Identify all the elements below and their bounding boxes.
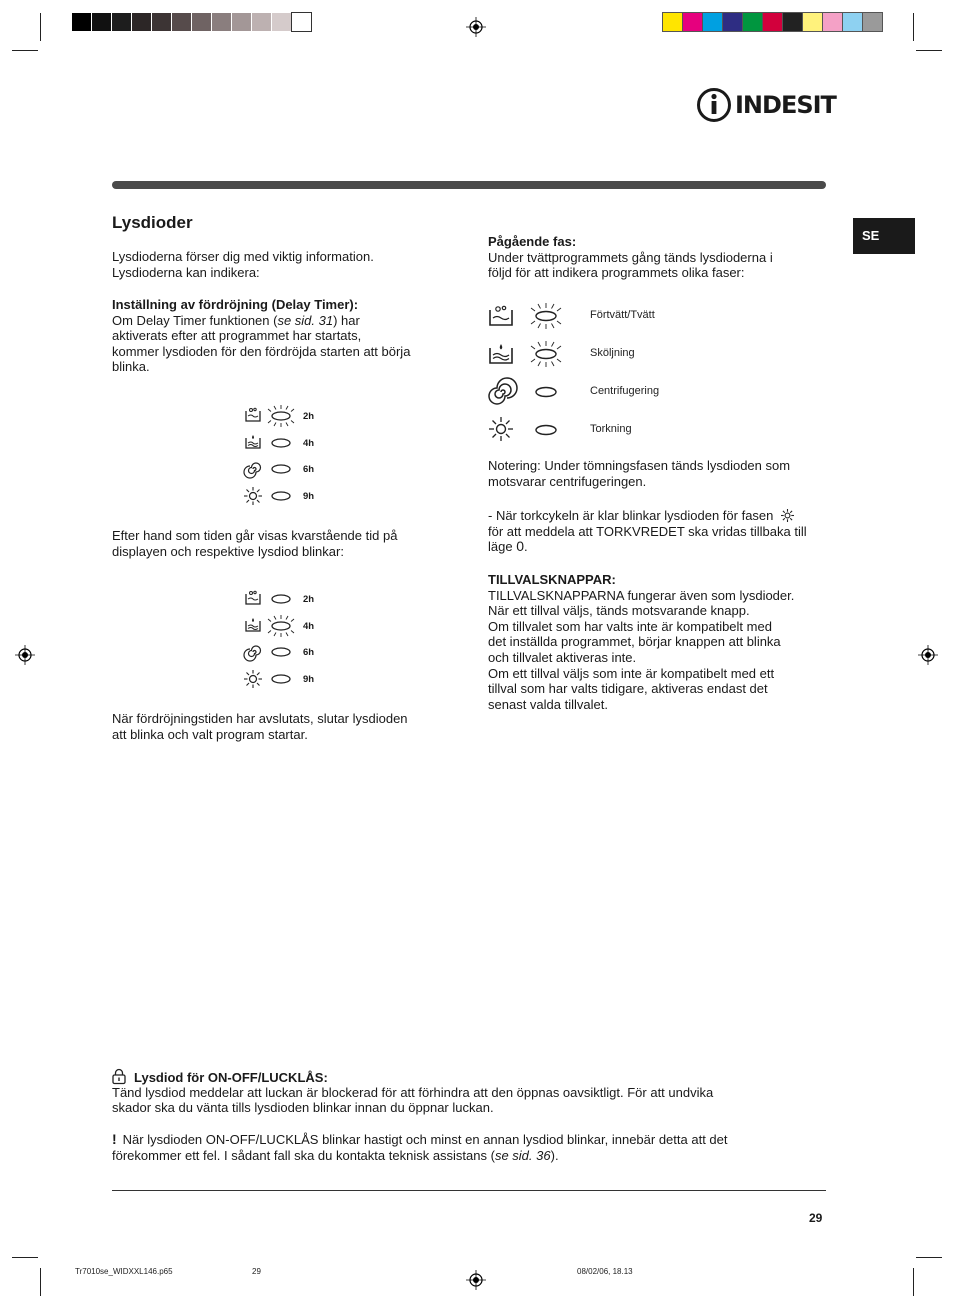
phase-label: Torkning (590, 423, 632, 435)
led-blinking-icon (265, 613, 297, 639)
dry-sun-icon (781, 509, 794, 522)
gray-swatch (132, 13, 151, 31)
led-blinking-icon (528, 339, 564, 369)
led-diagram-1 (242, 403, 342, 509)
options-line: senast valda tillvalet. (488, 696, 608, 712)
dry-line: för att meddela att TORKVREDET ska vridas tillbaka till (488, 523, 807, 539)
page-reference: se sid. 36 (494, 1147, 551, 1163)
spin-icon (244, 643, 262, 661)
door-lock-heading-row (112, 1069, 827, 1086)
options-line: Om tillvalet som har valts inte är kompatibelt med (488, 618, 772, 634)
wash-icon (488, 305, 514, 327)
footer-rule (112, 1190, 826, 1191)
intro-text (112, 249, 452, 280)
crop-mark (40, 1268, 41, 1296)
led-blinking-icon (528, 301, 564, 331)
options-section (488, 572, 828, 712)
time-label: 9h (303, 674, 315, 685)
color-swatch (843, 13, 862, 31)
color-swatch (703, 13, 722, 31)
led-off-icon (265, 666, 297, 692)
language-tab (853, 218, 915, 254)
phase-line: Under tvättprogrammets gång tänds lysdioderna i (488, 249, 773, 265)
phase-row (488, 338, 708, 368)
registration-mark-icon (466, 1270, 486, 1290)
time-label: 9h (303, 491, 315, 502)
after-line: displayen och respektive lysdiod blinkar: (112, 543, 344, 559)
intro-line: Lysdioderna förser dig med viktig information. (112, 249, 374, 264)
led-off-icon (265, 430, 297, 456)
phase-label: Centrifugering (590, 385, 660, 397)
gray-swatch (232, 13, 251, 31)
end-line: att blinka och valt program startar. (112, 726, 308, 742)
time-label: 4h (303, 438, 315, 449)
options-heading: TILLVALSKNAPPAR: (488, 572, 616, 587)
door-lock-line: skador ska du vänta tills lysdioden blinkar innan du öppnar luckan. (112, 1100, 494, 1116)
options-line: det inställda programmet, börjar knappen att blinka (488, 634, 781, 650)
led-off-icon (265, 456, 297, 482)
text: ) har (333, 312, 360, 328)
note-line: Notering: Under tömningsfasen tänds lysdioden som (488, 458, 791, 473)
section-heading: Lysdioder (112, 213, 193, 232)
note-text (488, 458, 828, 489)
time-label: 6h (303, 647, 315, 658)
crop-mark (12, 50, 38, 51)
color-swatch (743, 13, 762, 31)
color-swatch (763, 13, 782, 31)
registration-mark-icon (918, 645, 938, 665)
led-off-icon (528, 377, 564, 407)
rinse-icon (244, 434, 262, 450)
time-label: 4h (303, 621, 315, 632)
text: läge (488, 539, 513, 555)
led-diagram-2 (242, 586, 342, 692)
rinse-icon (488, 343, 514, 365)
options-line: och tillvalet aktiveras inte. (488, 649, 637, 665)
options-line: När ett tillval väljs, tänds motsvarande knapp. (488, 603, 750, 619)
warning-line (112, 1132, 827, 1148)
time-label: 2h (303, 594, 315, 605)
crop-mark (913, 1268, 914, 1296)
header-rule (112, 181, 826, 189)
phase-section (488, 234, 828, 281)
color-swatch (723, 13, 742, 31)
color-swatch (863, 13, 882, 31)
led-off-icon (265, 483, 297, 509)
time-label: 2h (303, 411, 315, 422)
gray-swatch (252, 13, 271, 31)
text: När lysdioden ON-OFF/LUCKLÅS blinkar hastigt och minst en annan lysdiod blinkar, innebär detta att det (122, 1132, 728, 1147)
crop-mark (40, 13, 41, 41)
slug-page: 29 (252, 1267, 261, 1276)
slug-date: 08/02/06, 18.13 (577, 1267, 633, 1276)
text: . (524, 539, 528, 555)
text: Om Delay Timer funktionen ( (112, 312, 278, 328)
warning-section (112, 1132, 827, 1163)
gray-swatch (72, 13, 91, 31)
color-swatch (683, 13, 702, 31)
crop-mark (913, 13, 914, 41)
lock-icon (112, 1069, 126, 1084)
rinse-icon (244, 617, 262, 633)
options-line: TILLVALSKNAPPARNA fungerar även som lysdioder. (488, 587, 795, 603)
delay-line: kommer lysdioden för den fördröjda starten att börja (112, 343, 411, 359)
door-lock-line: Tänd lysdiod meddelar att luckan är blockerad för att förhindra att den öppnas oavsiktligt. För att undvika (112, 1084, 714, 1100)
gray-swatch (112, 13, 131, 31)
crop-mark (916, 1257, 942, 1258)
phase-heading: Pågående fas: (488, 234, 577, 249)
gray-swatch (172, 13, 191, 31)
phase-label: Sköljning (590, 347, 635, 359)
crop-mark (916, 50, 942, 51)
warning-mark: ! (112, 1131, 117, 1147)
gray-swatch (152, 13, 171, 31)
delay-heading: Inställning av fördröjning (Delay Timer): (112, 297, 359, 312)
dry-sun-icon (489, 417, 513, 441)
door-lock-section (112, 1069, 827, 1116)
options-line: Om ett tillval väljs som inte är kompatibelt med ett (488, 665, 775, 681)
gray-swatch (212, 13, 231, 31)
spin-icon (244, 460, 262, 478)
phase-row (488, 414, 708, 444)
phase-row (488, 376, 708, 406)
wash-icon (244, 407, 262, 423)
gray-swatch (272, 13, 291, 31)
wash-icon (244, 590, 262, 606)
after-text (112, 528, 452, 559)
warning-line (112, 1148, 827, 1164)
intro-line: Lysdioderna kan indikera: (112, 264, 260, 280)
brand-logo (697, 86, 836, 124)
delay-timer-section (112, 297, 452, 375)
logo-wordmark: INDESIT (735, 91, 836, 119)
delay-line: aktiverats efter att programmet har startats, (112, 328, 362, 344)
phase-row (488, 300, 708, 330)
phase-list (488, 300, 708, 450)
dry-sun-icon (244, 487, 262, 505)
options-line: tillval som har valts tidigare, aktiveras endast det (488, 681, 768, 697)
dry-sun-icon (244, 670, 262, 688)
led-off-icon (528, 415, 564, 445)
time-label: 6h (303, 464, 315, 475)
dry-line (488, 539, 828, 555)
gray-swatch (292, 13, 311, 31)
led-blinking-icon (265, 403, 297, 429)
delay-line (112, 313, 452, 329)
gray-swatch (92, 13, 111, 31)
led-off-icon (265, 639, 297, 665)
delay-line: blinka. (112, 359, 150, 375)
color-swatch (803, 13, 822, 31)
phase-line: följd för att indikera programmets olika faser: (488, 265, 745, 281)
door-lock-heading: Lysdiod för ON-OFF/LUCKLÅS: (134, 1070, 328, 1085)
dry-note-text (488, 508, 828, 555)
text: förekommer ett fel. I sådant fall ska du kontakta teknisk assistans ( (112, 1147, 495, 1163)
crop-mark (12, 1257, 38, 1258)
dry-line (488, 508, 828, 524)
color-swatch (783, 13, 802, 31)
dial-position: 0 (516, 538, 524, 555)
end-text (112, 711, 452, 742)
phase-label: Förtvätt/Tvätt (590, 309, 655, 321)
language-tab-label: SE (862, 228, 880, 243)
end-line: När fördröjningstiden har avslutats, slutar lysdioden (112, 711, 408, 726)
gray-swatch (192, 13, 211, 31)
indesit-logo-icon (697, 86, 733, 124)
text: ). (550, 1147, 559, 1163)
page-reference: se sid. 31 (277, 312, 334, 328)
registration-mark-icon (466, 17, 486, 37)
led-off-icon (265, 586, 297, 612)
registration-mark-icon (15, 645, 35, 665)
color-swatch (823, 13, 842, 31)
color-swatch (663, 13, 682, 31)
note-line: motsvarar centrifugeringen. (488, 473, 647, 489)
after-line: Efter hand som tiden går visas kvarstående tid på (112, 528, 398, 543)
text: - När torkcykeln är klar blinkar lysdioden för fasen (488, 508, 774, 523)
slug-filename: Tr7010se_WIDXXL146.p65 (75, 1267, 173, 1276)
spin-icon (488, 379, 514, 405)
page-number: 29 (809, 1211, 823, 1225)
